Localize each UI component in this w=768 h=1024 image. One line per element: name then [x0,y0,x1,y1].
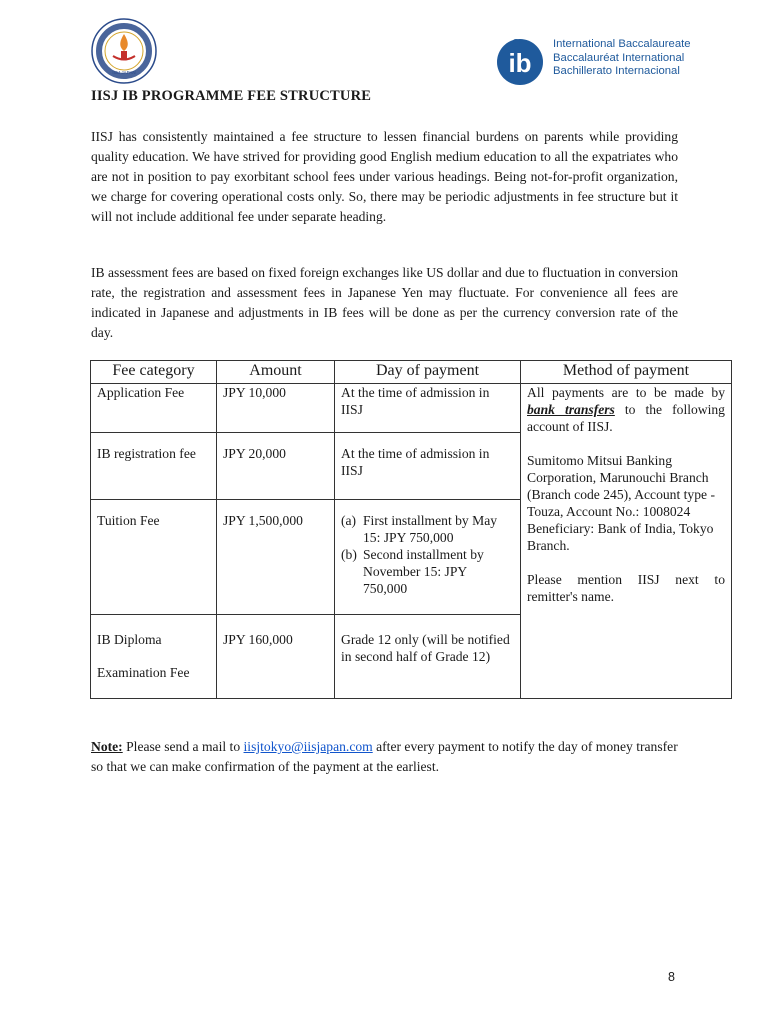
remitter-note: Please mention IISJ next to remitter's name. [527,572,725,604]
fee-category-cell: Tuition Fee [91,500,217,615]
header-method-of-payment: Method of payment [521,361,732,384]
fee-category-cell [91,615,217,699]
ib-name-french: Baccalauréat International [553,51,685,64]
note-text-tail: after every payment to notify the day of money transfer so that we can make confirmation of the payment at the earliest. [91,739,678,774]
amount-cell: JPY 1,500,000 [217,500,335,615]
document-title: IISJ IB PROGRAMME FEE STRUCTURE [91,88,372,104]
intro-paragraph: IISJ has consistently maintained a fee structure to lessen financial burdens on parents while providing quality education. We have strived for providing good English medium education to all the expatriates who are not in position to pay exorbitant school fees under various headings. Being not-for-profit organization, we charge for covering operational costs only. So, there may be periodic adjustments in fee structure but it will not include additional fee under separate heading. [91,129,678,224]
bank-details: Sumitomo Mitsui Banking Corporation, Marunouchi Branch (Branch code 245), Account type - Touza, Account No.: 1008024 Beneficiary: Bank of India, Tokyo Branch. [527,453,715,553]
table-header-row [91,361,732,384]
header-fee-category: Fee category [91,361,217,384]
page-number: 8 [668,970,675,984]
school-logo [91,18,157,84]
ib-logo-icon [494,34,550,86]
installment-text: First installment by May 15: JPY 750,000 [363,513,498,545]
amount-cell: JPY 10,000 [217,384,335,433]
note-label: Note: [91,739,123,754]
ib-name-spanish: Bachillerato Internacional [553,65,680,77]
payment-note [91,737,691,777]
amount-cell: JPY 20,000 [217,433,335,500]
header-day-of-payment: Day of payment [335,361,521,384]
fee-category-cell: Application Fee [91,384,217,433]
installment-marker: (b) [341,547,357,562]
method-bank-transfers: bank transfers [527,402,615,417]
fee-category-line2: Examination Fee [97,665,190,680]
day-of-payment-cell: At the time of admission in IISJ [335,384,521,433]
installment-list [341,512,514,597]
header-amount: Amount [217,361,335,384]
fee-category-line1: IB Diploma [97,632,162,647]
method-intro-tail: to the following account of IISJ. [527,402,725,434]
day-of-payment-cell: At the time of admission in IISJ [335,433,521,500]
method-intro-text: All payments are to be made by [527,385,725,400]
installment-marker: (a) [341,513,357,528]
ib-organization-names [553,38,691,79]
school-logo-text: IISJ JAPAN [112,70,136,75]
assessment-fee-paragraph: IB assessment fees are based on fixed foreign exchanges like US dollar and due to fluctuation in conversion rate, the registration and assessment fees in Japanese Yen may fluctuate. For convenience all fees are indicated in Japanese and adjustments in IB fees will be done as per the currency conversion rate of the day. [91,265,679,340]
installment-item [341,546,514,597]
amount-cell: JPY 160,000 [217,615,335,699]
fee-table [90,360,732,699]
method-of-payment-cell [521,384,732,699]
method-intro [527,384,725,435]
email-link[interactable]: iisjtokyo@iisjapan.com [243,739,373,754]
table-row [91,384,732,433]
svg-text:ib: ib [508,48,532,78]
installment-text: Second installment by November 15: JPY 750,000 [363,547,484,596]
installment-item [341,512,514,546]
note-text: Please send a mail to [126,739,241,754]
ib-name-english: International Baccalaureate [553,38,691,50]
day-of-payment-cell [335,500,521,615]
day-of-payment-cell: Grade 12 only (will be notified in second half of Grade 12) [335,615,521,699]
fee-category-cell: IB registration fee [91,433,217,500]
